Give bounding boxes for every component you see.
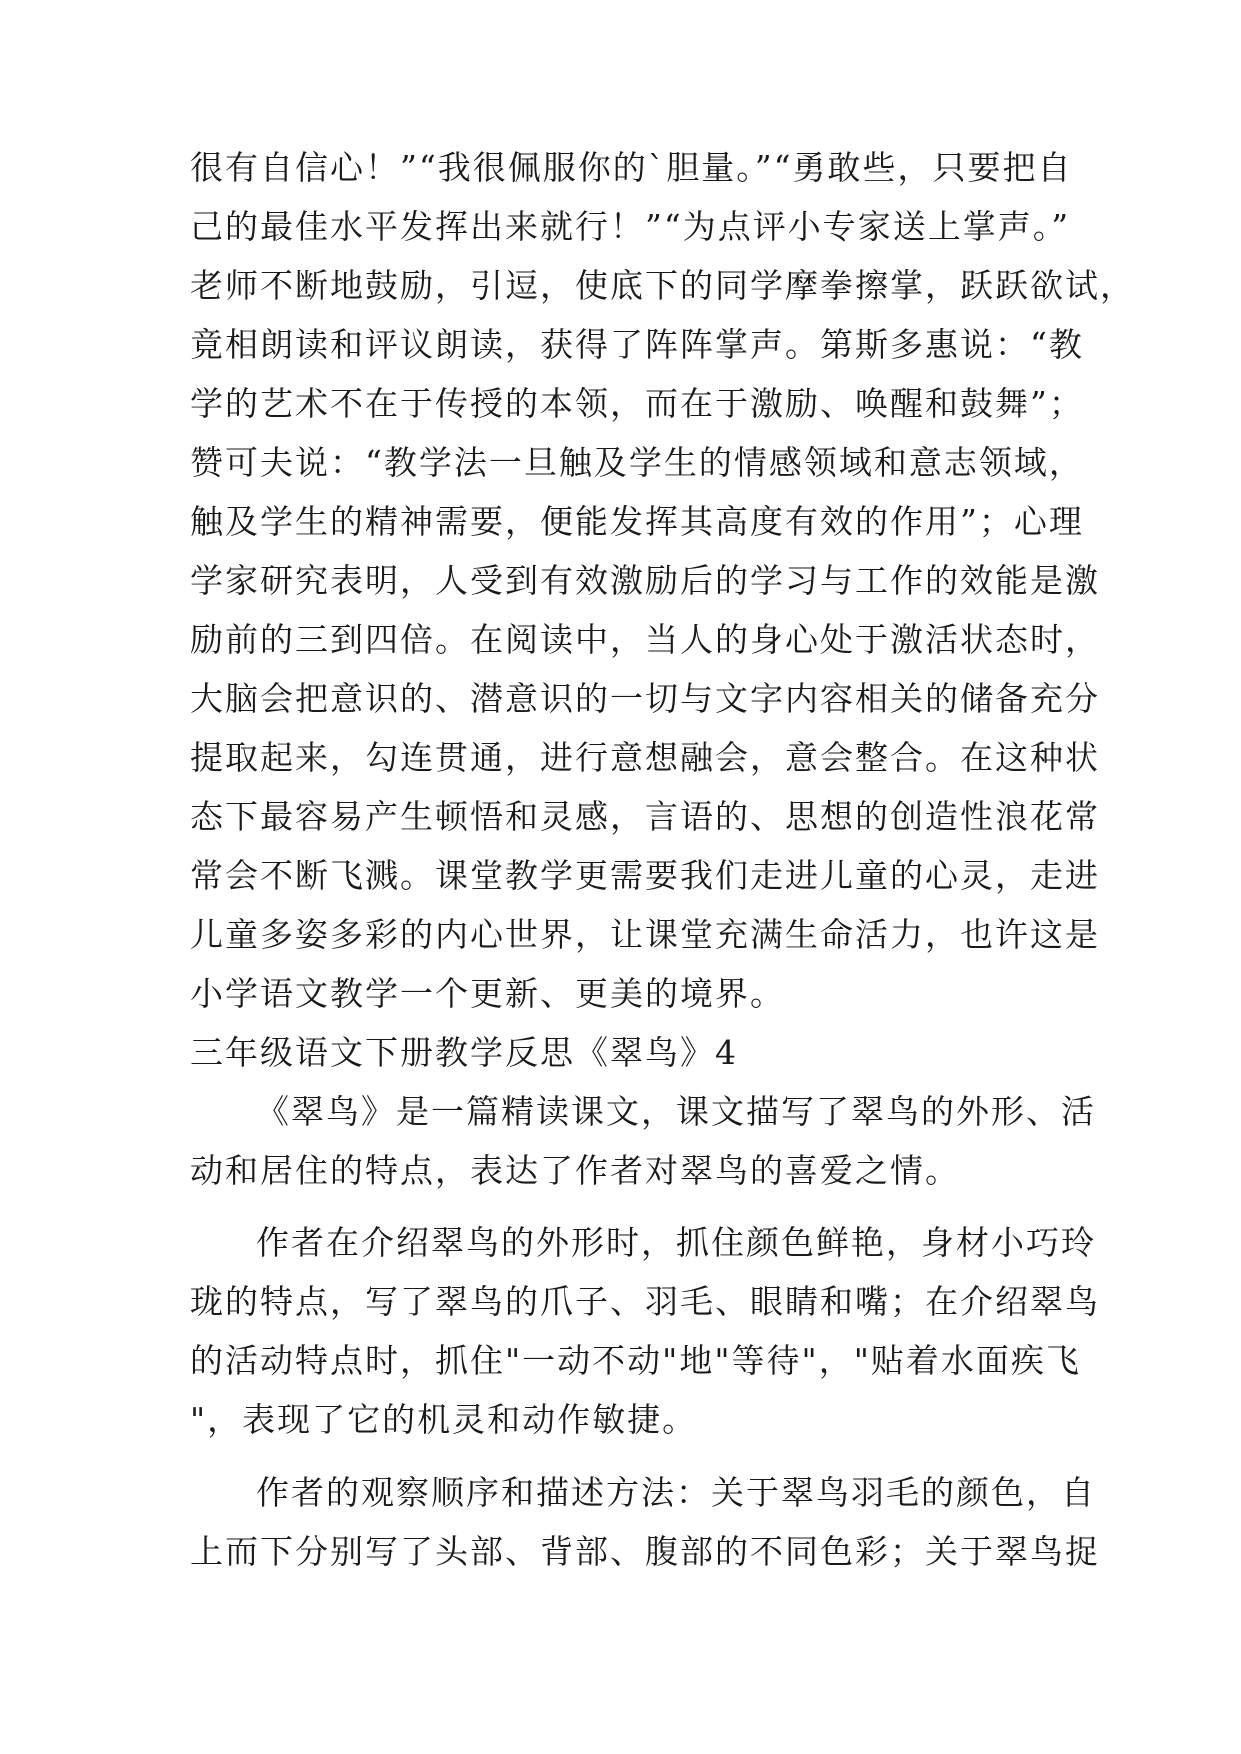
paragraph-line: 常会不断飞溅。课堂教学更需要我们走进儿童的心灵，走进 (190, 856, 1100, 895)
paragraph-line: 竟相朗读和评议朗读，获得了阵阵掌声。第斯多惠说：“教 (190, 325, 1084, 364)
paragraph-line: 珑的特点，写了翠鸟的爪子、羽毛、眼睛和嘴；在介绍翠鸟 (190, 1282, 1100, 1321)
section-heading: 三年级语文下册教学反思《翠鸟》4 (190, 1033, 738, 1072)
paragraph-line: 态下最容易产生顿悟和灵感，言语的、思想的创造性浪花常 (190, 797, 1100, 836)
paragraph-line: 儿童多姿多彩的内心世界，让课堂充满生命活力，也许这是 (190, 915, 1100, 954)
paragraph-line: 上而下分别写了头部、背部、腹部的不同色彩；关于翠鸟捉 (190, 1532, 1100, 1571)
paragraph-line: 作者的观察顺序和描述方法：关于翠鸟羽毛的颜色，自 (256, 1473, 1096, 1512)
paragraph-line: 赞可夫说：“教学法一旦触及学生的情感领域和意志领域， (190, 443, 1084, 482)
paragraph-line: 很有自信心！”“我很佩服你的`胆量。”“勇敢些，只要把自 (190, 148, 1073, 187)
paragraph-line: 己的最佳水平发挥出来就行！”“为点评小专家送上掌声。” (190, 207, 1071, 246)
paragraph-line: 动和居住的特点，表达了作者对翠鸟的喜爱之情。 (190, 1151, 960, 1190)
paragraph-line: 《翠鸟》是一篇精读课文，课文描写了翠鸟的外形、活 (256, 1092, 1096, 1131)
paragraph-line: 大脑会把意识的、潜意识的一切与文字内容相关的储备充分 (190, 679, 1100, 718)
paragraph-line: 作者在介绍翠鸟的外形时，抓住颜色鲜艳，身材小巧玲 (256, 1223, 1096, 1262)
paragraph-line: 学家研究表明，人受到有效激励后的学习与工作的效能是激 (190, 561, 1100, 600)
paragraph-line: 的活动特点时，抓住"一动不动"地"等待"，"贴着水面疾飞 (190, 1341, 1081, 1380)
paragraph-line: 小学语文教学一个更新、更美的境界。 (190, 974, 785, 1013)
paragraph-line: 老师不断地鼓励，引逗，使底下的同学摩拳擦掌，跃跃欲试， (190, 266, 1135, 305)
paragraph-line: "，表现了它的机灵和动作敏捷。 (190, 1400, 698, 1439)
paragraph-line: 触及学生的精神需要，便能发挥其高度有效的作用”；心理 (190, 502, 1084, 541)
paragraph-line: 提取起来，勾连贯通，进行意想融会，意会整合。在这种状 (190, 738, 1100, 777)
paragraph-line: 励前的三到四倍。在阅读中，当人的身心处于激活状态时， (190, 620, 1100, 659)
paragraph-line: 学的艺术不在于传授的本领，而在于激励、唤醒和鼓舞”； (190, 384, 1084, 423)
